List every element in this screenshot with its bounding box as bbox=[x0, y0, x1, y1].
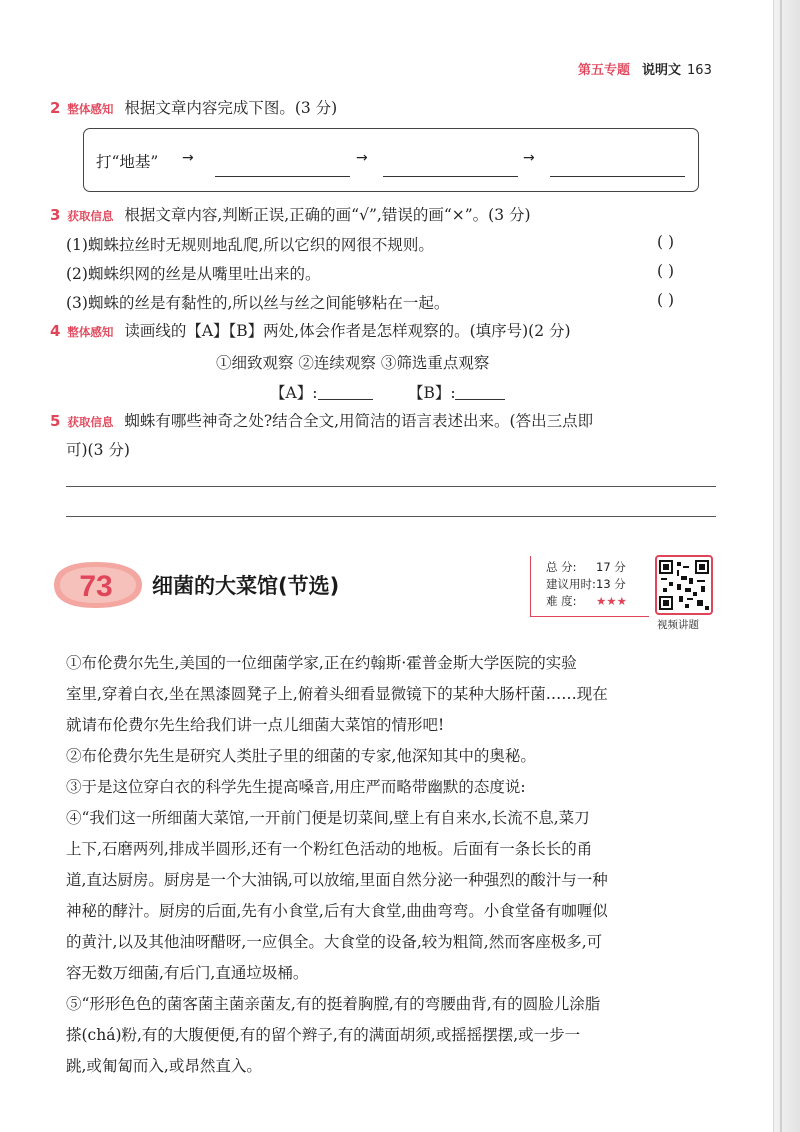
info-difficulty: 难 度: ★★★ bbox=[546, 594, 627, 608]
question-3 bbox=[50, 204, 531, 227]
paragraph-5 bbox=[66, 989, 722, 1082]
text-line: 搽(chá)粉,有的大腹便便,有的留个辫子,有的满面胡须,或摇摇摆摆,或一步一 bbox=[66, 1026, 581, 1044]
answer-blank[interactable] bbox=[550, 175, 685, 177]
question-tag: 获取信息 bbox=[67, 415, 114, 429]
b-label: 【B】: bbox=[408, 384, 456, 402]
article-title: 细菌的大菜馆(节选) bbox=[152, 574, 340, 598]
statement-1: (1)蜘蛛拉丝时无规则地乱爬,所以它织的网很不规则。 bbox=[66, 236, 434, 254]
question-2 bbox=[50, 97, 337, 120]
answer-blank[interactable] bbox=[215, 175, 350, 177]
answer-blank-b[interactable] bbox=[455, 398, 505, 400]
text-line: ③于是这位穿白衣的科学先生提高嗓音,用庄严而略带幽默的态度说: bbox=[66, 778, 526, 796]
question-tag: 获取信息 bbox=[67, 209, 114, 223]
a-label: 【A】: bbox=[270, 384, 318, 402]
text-line: ④“我们这一所细菌大菜馆,一开前门便是切菜间,壁上有自来水,长流不息,菜刀 bbox=[66, 809, 590, 827]
question-text: 根据文章内容,判断正误,正确的画“√”,错误的画“×”。(3 分) bbox=[124, 206, 531, 224]
statement-2: (2)蜘蛛织网的丝是从嘴里吐出来的。 bbox=[66, 265, 321, 283]
info-time: 建议用时:13 分 bbox=[546, 577, 626, 591]
question-number: 3 bbox=[50, 206, 61, 224]
observation-options: ①细致观察 ②连续观察 ③筛选重点观察 bbox=[216, 354, 490, 372]
article-number: 73 bbox=[79, 570, 113, 603]
question-number: 5 bbox=[50, 412, 61, 430]
header-kind: 说明文 bbox=[642, 63, 682, 78]
text-line: 的黄汁,以及其他油呀醋呀,一应俱全。大食堂的设备,较为粗简,然而客座极多,可 bbox=[66, 933, 603, 951]
question-text-continued: 可)(3 分) bbox=[66, 441, 130, 459]
text-line: 跳,或匍匐而入,或昂然直入。 bbox=[66, 1057, 262, 1075]
qr-caption: 视频讲题 bbox=[657, 619, 699, 631]
text-line: ②布伦费尔先生是研究人类肚子里的细菌的专家,他深知其中的奥秘。 bbox=[66, 747, 536, 765]
answer-line[interactable] bbox=[66, 486, 716, 487]
question-4 bbox=[50, 320, 571, 343]
info-score: 总 分: 17 分 bbox=[546, 560, 626, 574]
paragraph-1 bbox=[66, 648, 722, 741]
arrow-icon: → bbox=[356, 150, 368, 166]
answer-paren[interactable]: ( ) bbox=[657, 291, 675, 309]
question-tag: 整体感知 bbox=[67, 325, 114, 339]
answer-line[interactable] bbox=[66, 516, 716, 517]
text-line: 就请布伦费尔先生给我们讲一点儿细菌大菜馆的情形吧! bbox=[66, 716, 445, 734]
arrow-icon: → bbox=[523, 150, 535, 166]
paragraph-3 bbox=[66, 772, 722, 803]
answer-blank-a[interactable] bbox=[318, 398, 373, 400]
answer-paren[interactable]: ( ) bbox=[657, 262, 675, 280]
text-line: ①布伦费尔先生,美国的一位细菌学家,正在约翰斯·霍普金斯大学医院的实验 bbox=[66, 654, 577, 672]
flow-start: 打“地基” bbox=[96, 153, 159, 171]
answer-paren[interactable]: ( ) bbox=[657, 233, 675, 251]
page-number: 163 bbox=[687, 63, 712, 78]
article-number-badge bbox=[50, 560, 146, 610]
difficulty-stars: ★★★ bbox=[596, 594, 627, 608]
question-tag: 整体感知 bbox=[67, 102, 114, 116]
text-line: 道,直达厨房。厨房是一个大油锅,可以放缩,里面自然分泌一种强烈的酸汁与一种 bbox=[66, 871, 608, 889]
statement-3: (3)蜘蛛的丝是有黏性的,所以丝与丝之间能够粘在一起。 bbox=[66, 294, 450, 312]
question-text: 读画线的【A】【B】两处,体会作者是怎样观察的。(填序号)(2 分) bbox=[124, 322, 571, 340]
question-text: 蜘蛛有哪些神奇之处?结合全文,用简洁的语言表述出来。(答出三点即 bbox=[124, 412, 594, 430]
flow-diagram-box bbox=[83, 128, 699, 192]
arrow-icon: → bbox=[182, 150, 194, 166]
text-line: 室里,穿着白衣,坐在黑漆圆凳子上,俯着头细看显微镜下的某种大肠杆菌……现在 bbox=[66, 685, 608, 703]
paragraph-2 bbox=[66, 741, 722, 772]
question-text: 根据文章内容完成下图。(3 分) bbox=[124, 99, 338, 117]
text-line: 上下,石磨两列,排成半圆形,还有一个粉红色活动的地板。后面有一条长长的甬 bbox=[66, 840, 593, 858]
header-topic: 第五专题 bbox=[578, 63, 631, 78]
question-5 bbox=[50, 410, 730, 433]
page-edge bbox=[773, 0, 800, 1132]
question-number: 2 bbox=[50, 99, 61, 117]
paragraph-4 bbox=[66, 803, 722, 989]
answer-blank[interactable] bbox=[383, 175, 518, 177]
question-number: 4 bbox=[50, 322, 61, 340]
text-line: ⑤“形形色色的菌客菌主菌亲菌友,有的挺着胸膛,有的弯腰曲背,有的圆脸儿涂脂 bbox=[66, 995, 601, 1013]
text-line: 容无数万细菌,有后门,直通垃圾桶。 bbox=[66, 964, 309, 982]
page-edge-line bbox=[780, 0, 782, 1132]
qr-code-icon[interactable] bbox=[655, 555, 713, 615]
text-line: 神秘的酵汁。厨房的后面,先有小食堂,后有大食堂,曲曲弯弯。小食堂备有咖喱似 bbox=[66, 902, 608, 920]
page-header bbox=[578, 59, 712, 78]
